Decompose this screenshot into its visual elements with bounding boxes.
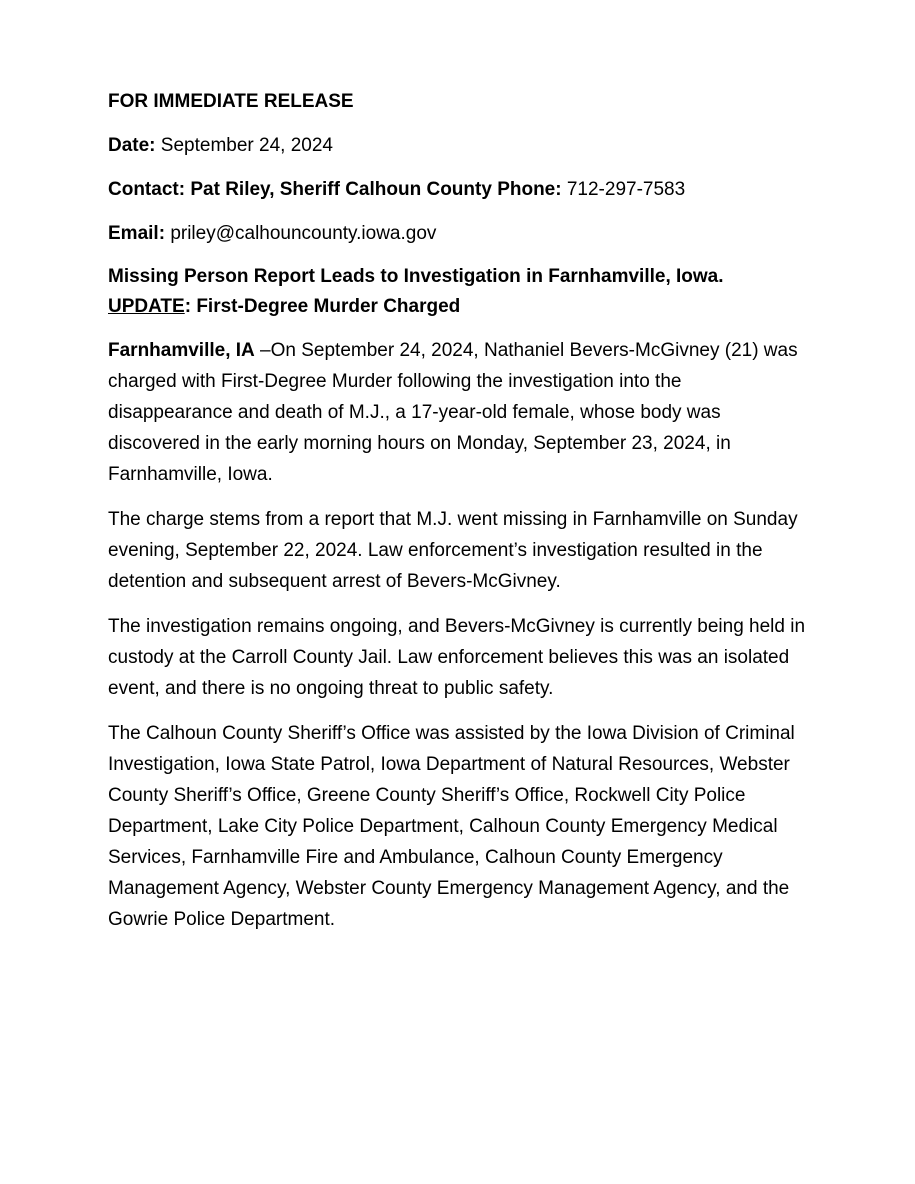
- paragraph-4: The Calhoun County Sheriff’s Office was assisted by the Iowa Division of Criminal Investigation, Iowa State Patrol, Iowa Department of Natural Resources, Webster County Sheriff’s Office, Greene County Sheriff’s Office, Rockwell City Police Department, Lake City Police Department, Calhoun County Emergency Medical Services, Farnhamville Fire and Ambulance, Calhoun County Emergency Management Agency, Webster County Emergency Management Agency, and the Gowrie Police Department.: [108, 723, 795, 930]
- contact-label: Contact:: [108, 179, 186, 200]
- email-label: Email:: [108, 223, 166, 244]
- date-value: September 24, 2024: [160, 135, 333, 156]
- contact-line: [108, 174, 808, 205]
- paragraph-2: The charge stems from a report that M.J. went missing in Farnhamville on Sunday evening, September 22, 2024. Law enforcement’s investigation resulted in the detention and subsequent arrest of Bevers-McGivney.: [108, 509, 798, 592]
- paragraph-1: [108, 335, 808, 490]
- date-line: [108, 130, 808, 161]
- headline-line1: Missing Person Report Leads to Investigation in Farnhamville, Iowa.: [108, 266, 724, 287]
- paragraph-3: The investigation remains ongoing, and Bevers-McGivney is currently being held in custody at the Carroll County Jail. Law enforcement believes this was an isolated event, and there is no ongoing threat to public safety.: [108, 616, 806, 699]
- dateline: Farnhamville, IA: [108, 340, 255, 361]
- phone-value: 712-297-7583: [566, 179, 686, 200]
- headline: [108, 262, 808, 322]
- contact-value: Pat Riley, Sheriff Calhoun County: [190, 179, 492, 200]
- date-label: Date:: [108, 135, 156, 156]
- update-rest: : First-Degree Murder Charged: [184, 296, 461, 317]
- paragraph-1-text: –On September 24, 2024, Nathaniel Bevers-McGivney (21) was charged with First-Degree Murder following the investigation into the disappearance and death of M.J., a 17-year-old female, whose body was discovered in the early morning hours on Monday, September 23, 2024, in Farnhamville, Iowa.: [108, 340, 798, 485]
- press-release-document: [108, 86, 808, 949]
- email-line: [108, 218, 808, 249]
- release-label: FOR IMMEDIATE RELEASE: [108, 91, 354, 112]
- release-heading: [108, 86, 808, 117]
- email-value: priley@calhouncounty.iowa.gov: [170, 223, 437, 244]
- update-label: UPDATE: [108, 296, 185, 317]
- phone-label: Phone:: [497, 179, 562, 200]
